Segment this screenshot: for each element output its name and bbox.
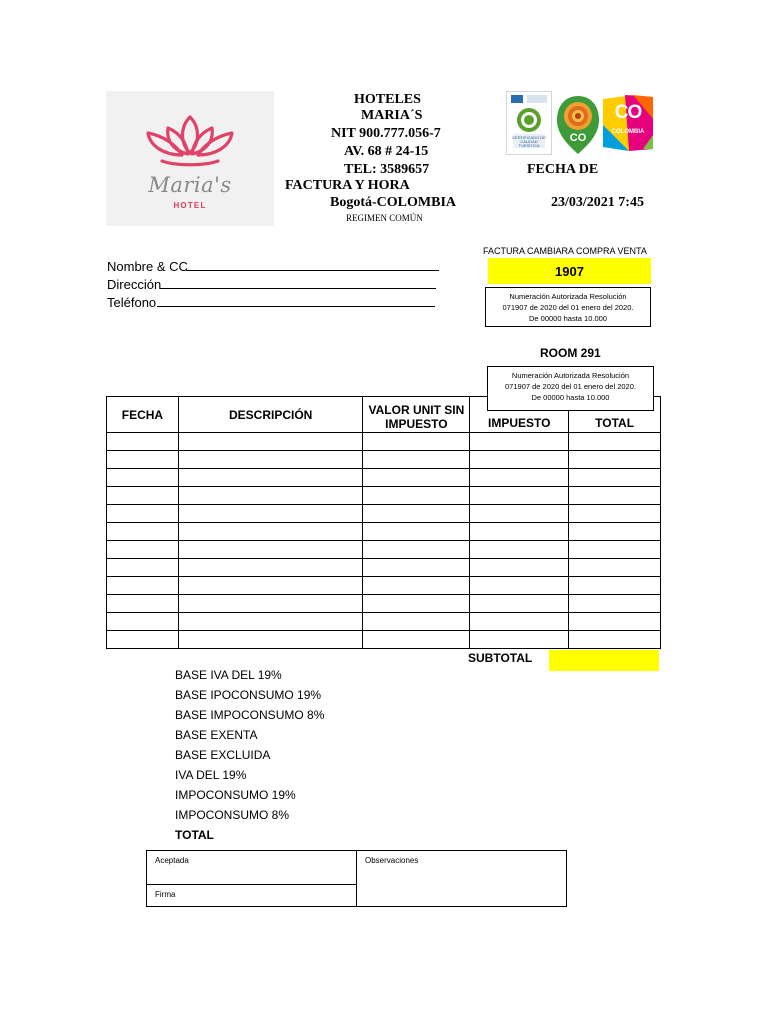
tax-iva-19: IVA DEL 19% — [175, 768, 247, 782]
table-cell[interactable] — [107, 505, 179, 523]
table-cell[interactable] — [569, 433, 661, 451]
colombia-brand-logo — [603, 95, 653, 151]
tax-base-excluida: BASE EXCLUIDA — [175, 748, 271, 762]
resolution-2-line-1: Numeración Autorizada Resolución — [511, 371, 630, 380]
resolution-1-line-3: De 00000 hasta 10.000 — [529, 314, 607, 323]
table-cell[interactable] — [107, 541, 179, 559]
table-cell[interactable] — [107, 433, 179, 451]
table-cell[interactable] — [470, 631, 569, 649]
tax-base-iva-19: BASE IVA DEL 19% — [175, 668, 282, 682]
table-cell[interactable] — [569, 523, 661, 541]
table-cell[interactable] — [363, 505, 470, 523]
colombia-text: COLOMBIA — [611, 129, 645, 135]
table-cell[interactable] — [569, 577, 661, 595]
table-cell[interactable] — [178, 523, 363, 541]
subtotal-value — [549, 650, 659, 671]
resolution-2-line-2: 071907 de 2020 del 01 enero del 2020. — [505, 382, 636, 391]
table-cell[interactable] — [470, 559, 569, 577]
table-cell[interactable] — [178, 487, 363, 505]
table-cell[interactable] — [470, 433, 569, 451]
cert-text: CERTIFICADO DE CALIDAD TURÍSTICA — [512, 135, 546, 148]
table-cell[interactable] — [470, 613, 569, 631]
table-cell[interactable] — [178, 505, 363, 523]
table-cell[interactable] — [470, 595, 569, 613]
table-cell[interactable] — [569, 451, 661, 469]
table-cell[interactable] — [569, 541, 661, 559]
table-row — [107, 451, 661, 469]
table-row — [107, 541, 661, 559]
col-header-descripcion: DESCRIPCIÓN — [178, 397, 363, 433]
table-cell[interactable] — [569, 595, 661, 613]
fecha-value: 23/03/2021 7:45 — [551, 195, 644, 210]
table-cell[interactable] — [363, 487, 470, 505]
table-cell[interactable] — [569, 505, 661, 523]
hotel-logo — [106, 91, 274, 226]
tax-impoconsumo-8: IMPOCONSUMO 8% — [175, 808, 290, 822]
table-cell[interactable] — [363, 595, 470, 613]
table-row — [107, 595, 661, 613]
firma-label: Firma — [155, 890, 176, 899]
room-number: ROOM 291 — [540, 346, 601, 360]
table-row — [107, 523, 661, 541]
table-cell[interactable] — [569, 631, 661, 649]
table-cell[interactable] — [178, 631, 363, 649]
header-regimen: REGIMEN COMÚN — [346, 213, 423, 223]
resolution-2-line-3: De 00000 hasta 10.000 — [531, 393, 610, 402]
aceptada-box[interactable] — [146, 850, 357, 885]
table-cell[interactable] — [363, 577, 470, 595]
tax-list — [175, 665, 324, 845]
table-cell[interactable] — [363, 631, 470, 649]
logo-hotel-text: HOTEL — [173, 201, 207, 210]
telefono-field[interactable] — [157, 306, 435, 307]
table-cell[interactable] — [107, 469, 179, 487]
table-cell[interactable] — [470, 487, 569, 505]
table-cell[interactable] — [470, 451, 569, 469]
table-cell[interactable] — [107, 487, 179, 505]
table-cell[interactable] — [178, 433, 363, 451]
table-cell[interactable] — [569, 469, 661, 487]
colombia-co-text: CO — [614, 102, 642, 123]
col-header-fecha: FECHA — [107, 397, 179, 433]
table-cell[interactable] — [363, 469, 470, 487]
co-text: CO — [569, 132, 587, 144]
quality-certificate-logo — [506, 91, 552, 155]
table-row — [107, 487, 661, 505]
table-row — [107, 577, 661, 595]
logo-script-text: Maria's — [148, 173, 232, 197]
table-cell[interactable] — [363, 433, 470, 451]
header-city: Bogotá-COLOMBIA — [330, 195, 456, 210]
table-cell[interactable] — [363, 559, 470, 577]
invoice-number: 1907 — [488, 258, 651, 284]
tax-base-exenta: BASE EXENTA — [175, 728, 258, 742]
table-cell[interactable] — [470, 469, 569, 487]
header-nit: NIT 900.777.056-7 — [331, 126, 441, 141]
table-row — [107, 469, 661, 487]
table-cell[interactable] — [363, 523, 470, 541]
table-cell[interactable] — [178, 541, 363, 559]
table-row — [107, 559, 661, 577]
table-cell[interactable] — [178, 469, 363, 487]
resolution-1-line-2: 071907 de 2020 del 01 enero del 2020. — [502, 303, 634, 312]
observaciones-box[interactable] — [356, 850, 567, 907]
table-cell[interactable] — [107, 595, 179, 613]
lotus-icon — [106, 91, 274, 181]
header-factura-hora: FACTURA Y HORA — [285, 178, 410, 193]
nombre-label: Nombre & CC — [107, 259, 188, 274]
table-row — [107, 505, 661, 523]
resolution-1-line-1: Numeración Autorizada Resolución — [509, 292, 627, 301]
col-header-impuesto: IMPUESTO — [470, 397, 569, 433]
resolution-box-1 — [485, 287, 651, 327]
table-cell[interactable] — [470, 505, 569, 523]
table-cell[interactable] — [107, 451, 179, 469]
tax-total: TOTAL — [175, 828, 214, 842]
table-cell[interactable] — [470, 523, 569, 541]
firma-box[interactable] — [146, 884, 357, 907]
table-row — [107, 433, 661, 451]
table-cell[interactable] — [178, 559, 363, 577]
fecha-label: FECHA DE — [527, 162, 599, 177]
telefono-label: Teléfono — [107, 295, 157, 310]
header-marias: MARIA´S — [361, 108, 423, 123]
table-cell[interactable] — [470, 541, 569, 559]
table-cell[interactable] — [569, 559, 661, 577]
resolution-box-2 — [487, 366, 654, 411]
co-green-logo — [555, 94, 601, 156]
table-cell[interactable] — [107, 631, 179, 649]
table-cell[interactable] — [107, 613, 179, 631]
col-header-valor-unit: VALOR UNIT SIN IMPUESTO — [363, 397, 470, 433]
table-cell[interactable] — [569, 613, 661, 631]
items-table — [106, 396, 661, 649]
direccion-label: Dirección — [107, 277, 162, 292]
table-cell[interactable] — [178, 577, 363, 595]
tax-base-impoconsumo-8: BASE IMPOCONSUMO 8% — [175, 708, 325, 722]
table-cell[interactable] — [178, 595, 363, 613]
table-row — [107, 613, 661, 631]
table-cell[interactable] — [470, 577, 569, 595]
table-cell[interactable] — [363, 541, 470, 559]
header-address: AV. 68 # 24-15 — [344, 144, 429, 159]
table-cell[interactable] — [107, 523, 179, 541]
header-tel: TEL: 3589657 — [344, 162, 430, 177]
tax-base-ipoconsumo-19: BASE IPOCONSUMO 19% — [175, 688, 322, 702]
table-cell[interactable] — [363, 451, 470, 469]
tax-impoconsumo-19: IMPOCONSUMO 19% — [175, 788, 296, 802]
factura-title: FACTURA CAMBIARA COMPRA VENTA — [483, 246, 647, 256]
nombre-field[interactable] — [186, 270, 439, 271]
table-cell[interactable] — [178, 613, 363, 631]
table-cell[interactable] — [363, 613, 470, 631]
observaciones-label: Observaciones — [365, 856, 419, 865]
table-cell[interactable] — [178, 451, 363, 469]
table-cell[interactable] — [569, 487, 661, 505]
table-cell[interactable] — [107, 559, 179, 577]
col-header-total: TOTAL — [569, 397, 661, 433]
table-cell[interactable] — [107, 577, 179, 595]
aceptada-label: Aceptada — [155, 856, 189, 865]
direccion-field[interactable] — [160, 288, 436, 289]
table-row — [107, 631, 661, 649]
subtotal-label: SUBTOTAL — [468, 651, 533, 665]
header-hoteles: HOTELES — [354, 92, 421, 107]
